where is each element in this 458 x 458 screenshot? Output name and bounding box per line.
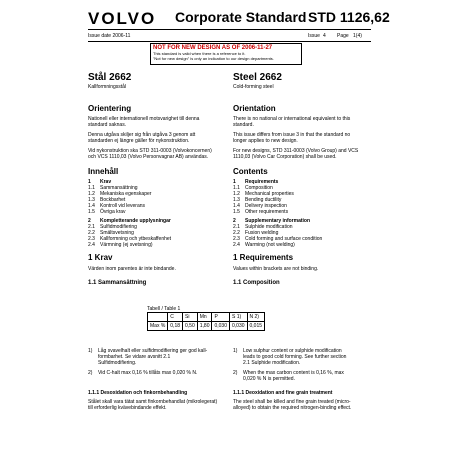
toc-item-label: Fusion welding — [245, 230, 279, 236]
toc-item-number: 1.1 — [233, 185, 240, 191]
orientation-p1-sv: Nationell eller internationell motsvarighet till denna standard saknas. — [88, 116, 200, 128]
toc-item-number: 1.2 — [233, 191, 240, 197]
table-cell: 0,030 — [230, 322, 248, 331]
footnote-marker: 1) — [88, 348, 93, 354]
toc-item-number: 1.3 — [88, 197, 95, 203]
toc-heading-sv: Innehåll — [88, 167, 119, 176]
toc-item-label: Övriga krav — [100, 209, 126, 215]
toc-item-number: 1.5 — [88, 209, 95, 215]
orientation-heading-sv: Orientering — [88, 104, 132, 113]
toc-item-number: 1.2 — [88, 191, 95, 197]
toc-item-label: Värmning (ej svetsning) — [100, 242, 153, 248]
meta-rule — [88, 41, 371, 42]
toc-item-number: 2.1 — [233, 224, 240, 230]
toc-item — [88, 209, 218, 215]
orientation-p3-sv: Vid nykonstruktion ska STD 311-0003 (Volvokoncernen) och VCS 1110,03 (Volvo Personvagnar AB) användas. — [88, 148, 212, 160]
footnote-marker: 1) — [233, 348, 238, 354]
requirements-heading: 1 Requirements — [233, 253, 294, 262]
toc-item-number: 2 — [233, 218, 236, 224]
toc-item-number: 1.4 — [88, 203, 95, 209]
composition-table-block — [147, 306, 265, 331]
composition-table — [147, 312, 265, 331]
issue-date: Issue date 2006-11 — [88, 33, 131, 39]
composition-heading: 1.1 Composition — [233, 280, 280, 286]
table-header-cell: C — [168, 313, 183, 322]
table-row — [148, 322, 265, 331]
toc-item-label: Other requirements — [245, 209, 289, 215]
toc-item-number: 2.3 — [233, 236, 240, 242]
toc-item-label: Sulfidmodifiering — [100, 224, 137, 230]
issue-label: Issue — [308, 33, 320, 39]
notice-line-2: "Not for new design" is only an indication to our design departments. — [153, 56, 274, 61]
title-en: Steel 2662 — [233, 72, 282, 83]
toc-item-number: 1.5 — [233, 209, 240, 215]
toc-item-label: Cold forming and surface condition — [245, 236, 323, 242]
standard-number: STD 1126,62 — [308, 9, 390, 25]
toc-item-number: 2.3 — [88, 236, 95, 242]
table-cell: 0,030 — [212, 322, 230, 331]
footnote-marker: 2) — [88, 370, 93, 376]
table-cell: Max % — [148, 322, 168, 331]
toc-item-label: Composition — [245, 185, 273, 191]
toc-item — [233, 209, 363, 215]
deox-text: The steel shall be killed and fine grain treated (micro-alloyed) to obtain the required nitrogen-binding effect. — [233, 399, 352, 411]
orientation-p2-sv: Denna utgåva skiljer sig från utgåva 3 genom att standarden ej längre gäller för nykonstruktion. — [88, 132, 196, 144]
table-cell: 1,80 — [197, 322, 212, 331]
table-cell: 0,50 — [183, 322, 198, 331]
footnote-text: Låg svavelhalt eller sulfidmodifiering ger god kall-formbarhet. Se vidare avsnitt 2.1 Sulfidmodifiering. — [98, 348, 208, 366]
footnote-text: When the max carbon content is 0,16 %, max 0,020 % N is permitted. — [243, 370, 344, 382]
krav-heading: 1 Krav — [88, 253, 113, 262]
footnote-1-en — [233, 348, 368, 366]
toc-item-number: 2.1 — [88, 224, 95, 230]
toc-item-number: 2.4 — [88, 242, 95, 248]
table-header-row — [148, 313, 265, 322]
toc-item-label: Warming (not welding) — [245, 242, 295, 248]
footnote-1-sv — [88, 348, 223, 366]
toc-item-label: Delivery inspection — [245, 203, 287, 209]
toc-list-en — [233, 179, 363, 248]
toc-item-label: Sammansättning — [100, 185, 138, 191]
table-caption: Tabell / Table 1 — [147, 306, 181, 312]
notice-title: NOT FOR NEW DESIGN AS OF 2006-11-27 — [153, 45, 273, 51]
toc-item-number: 1.1 — [88, 185, 95, 191]
footnote-text: Vid C-halt max 0,16 % tillåts max 0,020 % N. — [98, 370, 198, 376]
toc-item-number: 2 — [88, 218, 91, 224]
not-for-new-design-notice — [150, 43, 302, 65]
footnote-marker: 2) — [233, 370, 238, 376]
orientation-heading-en: Orientation — [233, 104, 276, 113]
desox-heading: 1.1.1 Desoxidation och finkornbehandling — [88, 390, 188, 396]
toc-item-number: 1 — [88, 179, 91, 185]
toc-item-number: 2.2 — [88, 230, 95, 236]
toc-item-number: 2.4 — [233, 242, 240, 248]
table-cell: 0,18 — [168, 322, 183, 331]
orientation-p3-en: For new designs, STD 311-0003 (Volvo Group) and VCS 1110,03 (Volvo Car Corporation) shall be used. — [233, 148, 359, 160]
table-header-cell — [148, 313, 168, 322]
toc-item-number: 1.3 — [233, 197, 240, 203]
table-header-cell: Mn — [197, 313, 212, 322]
subtitle-en: Cold-forming steel — [233, 84, 274, 90]
deox-heading: 1.1.1 Deoxidation and fine grain treatment — [233, 390, 333, 396]
toc-list-sv — [88, 179, 218, 248]
toc-item — [233, 242, 363, 248]
requirements-text: Values within brackets are not binding. — [233, 266, 319, 272]
page-label: Page — [337, 33, 349, 39]
volvo-logo: VOLVO — [88, 9, 157, 28]
toc-item-label: Krav — [100, 179, 112, 185]
toc-item-label: Kompletterande upplysningar — [100, 218, 171, 224]
toc-item-label: Mekaniska egenskaper — [100, 191, 152, 197]
table-cell: 0,015 — [247, 322, 265, 331]
footnote-2-en — [233, 370, 368, 382]
swedish-column — [88, 72, 218, 286]
toc-item-label: Bending ductility — [245, 197, 282, 203]
footnote-text: Low sulphur content or sulphide modification leads to good cold forming. See further section 2.1 Sulphide modification. — [243, 348, 347, 366]
toc-item-label: Kontroll vid leverans — [100, 203, 146, 209]
table-header-cell: Si — [183, 313, 198, 322]
toc-item-label: Sulphide modification — [245, 224, 293, 230]
table-header-cell: S 1) — [230, 313, 248, 322]
toc-item-number: 1 — [233, 179, 236, 185]
toc-heading-en: Contents — [233, 167, 268, 176]
issue-value: 4 — [323, 33, 326, 39]
table-header-cell: N 2) — [247, 313, 265, 322]
table-header-cell: P — [212, 313, 230, 322]
sammansattning-heading: 1.1 Sammansättning — [88, 280, 147, 286]
toc-item-label: Kallformning och ytbeskaffenhet — [100, 236, 172, 242]
english-column — [233, 72, 363, 286]
notice-line-1: This standard is valid when there is a reference to it. — [153, 51, 246, 56]
header-rule — [88, 29, 371, 30]
page-value: 1(4) — [353, 33, 362, 39]
toc-item — [88, 242, 218, 248]
orientation-p1-en: There is no national or international equivalent to this standard. — [233, 116, 351, 128]
toc-item-label: Bockbarhet — [100, 197, 126, 203]
krav-text: Värden inom parentes är inte bindande. — [88, 266, 176, 272]
desox-section — [88, 390, 223, 411]
deox-section — [233, 390, 368, 411]
toc-item-label: Requirements — [245, 179, 279, 185]
desox-text: Stålet skall vara tätat samt finkornbehandlat (mikrolegerat) till erforderlig kvävebindande effekt. — [88, 399, 218, 411]
orientation-p2-en: This issue differs from issue 3 in that the standard no longer applies to new design. — [233, 132, 351, 144]
title-sv: Stål 2662 — [88, 72, 132, 83]
toc-item-label: Mechanical properties — [245, 191, 294, 197]
toc-item-number: 1.4 — [233, 203, 240, 209]
toc-item-label: Smältsvetsning — [100, 230, 134, 236]
toc-item-number: 2.2 — [233, 230, 240, 236]
subtitle-sv: Kallformningsstål — [88, 84, 127, 90]
doc-type-title: Corporate Standard — [175, 9, 307, 25]
footnote-2-sv — [88, 370, 223, 376]
toc-item-label: Supplementary information — [245, 218, 311, 224]
